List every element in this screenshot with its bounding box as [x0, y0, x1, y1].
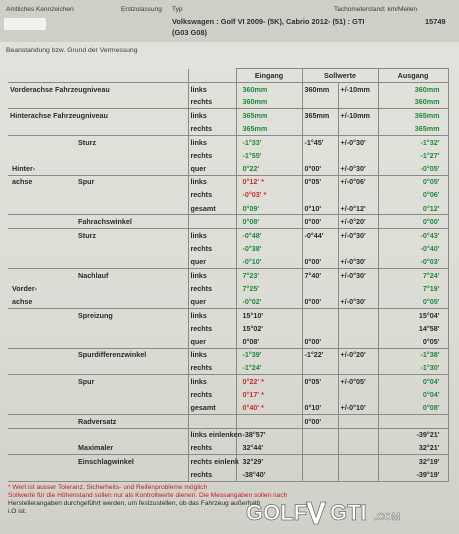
golfgti-watermark-logo: [244, 498, 449, 528]
ausgang-value: 365mm: [378, 109, 448, 122]
row-parameter-label: [48, 428, 188, 441]
ausgang-value: 0°05': [378, 335, 448, 348]
row-axle-label: [8, 229, 48, 242]
row-side-label: quer: [188, 255, 236, 268]
kennzeichen-label: Amtliches Kennzeichen: [6, 6, 74, 13]
row-parameter-label: Spur: [48, 175, 188, 188]
ausgang-value: 14°58': [378, 321, 448, 334]
row-axle-label: [8, 414, 48, 428]
row-side-label: rechts: [188, 122, 236, 135]
table-row: [8, 215, 448, 229]
ausgang-value: -39°19': [378, 468, 448, 482]
toleranz-value: [338, 428, 378, 441]
row-axle-label: [8, 215, 48, 229]
sollwert-value: 0°00': [302, 215, 338, 229]
eingang-value: -0°10': [236, 255, 302, 268]
sollwert-value: [302, 388, 338, 401]
eingang-value: -38°57': [236, 428, 302, 441]
row-parameter-label: [48, 282, 188, 295]
watermark-suffix: .COM: [374, 512, 401, 523]
footer-line-1: * Wert ist ausser Toleranz. Sicherheits- und Reifenprobleme möglich: [8, 484, 208, 491]
ausgang-value: -0°03': [378, 255, 448, 268]
row-parameter-label: [48, 321, 188, 334]
row-side-label: rechts: [188, 282, 236, 295]
sollwert-value: 0°05': [302, 375, 338, 388]
toleranz-value: [338, 468, 378, 482]
eingang-value: 0°17' *: [236, 388, 302, 401]
row-parameter-label: [48, 188, 188, 201]
sollwert-value: -1°45': [302, 135, 338, 148]
eingang-value: 0°22': [236, 162, 302, 175]
row-axle-label: [8, 455, 48, 468]
row-axle-label: [8, 348, 48, 361]
sollwert-value: [302, 122, 338, 135]
sollwert-value: 0°00': [302, 255, 338, 268]
ausgang-value: -1°32': [378, 135, 448, 148]
sollwert-value: 0°00': [302, 295, 338, 308]
row-axle-label: [8, 308, 48, 321]
row-axle-label: achse: [12, 296, 33, 306]
row-parameter-label: [48, 401, 188, 414]
row-parameter-label: [48, 96, 188, 109]
row-side-label: rechts: [188, 188, 236, 201]
row-side-label: rechts einlenk: [188, 455, 236, 468]
table-row: [8, 82, 448, 95]
row-side-label: links: [188, 109, 236, 122]
table-row: [8, 242, 448, 255]
toleranz-value: +/-0°10': [338, 401, 378, 414]
ausgang-value: 0°06': [378, 188, 448, 201]
sollwert-value: [302, 188, 338, 201]
row-parameter-label: [48, 202, 188, 215]
sollwert-value: 360mm: [302, 82, 338, 95]
toleranz-value: [338, 388, 378, 401]
eingang-value: 7°25': [236, 282, 302, 295]
eingang-value: 15°02': [236, 321, 302, 334]
toleranz-value: [338, 282, 378, 295]
table-row: [8, 388, 448, 401]
sollwert-value: 365mm: [302, 109, 338, 122]
toleranz-value: +/-10mm: [338, 82, 378, 95]
row-parameter-label: [48, 162, 188, 175]
row-parameter-label: [48, 388, 188, 401]
row-axle-label: Hinter-: [12, 163, 36, 173]
column-header-row: [8, 69, 448, 83]
eingang-value: -0°02': [236, 295, 302, 308]
row-side-label: links: [188, 229, 236, 242]
table-row: [8, 308, 448, 321]
row-parameter-label: Nachlauf: [48, 268, 188, 281]
toleranz-value: +/-0°30': [338, 255, 378, 268]
toleranz-value: [338, 308, 378, 321]
table-row: [8, 202, 448, 215]
watermark-logo-icon: [244, 498, 449, 528]
eingang-value: 0°40' *: [236, 401, 302, 414]
toleranz-value: +/-0°30': [338, 268, 378, 281]
toleranz-value: [338, 414, 378, 428]
row-side-label: links: [188, 82, 236, 95]
measurement-table: [8, 68, 449, 482]
row-side-label: rechts: [188, 242, 236, 255]
eingang-value: -0°03' *: [236, 188, 302, 201]
table-row: [8, 162, 448, 175]
erstzulassung-label: Erstzulassung: [121, 6, 162, 13]
row-axle-label: [8, 96, 48, 109]
row-side-label: rechts: [188, 468, 236, 482]
sollwert-value: 7°40': [302, 268, 338, 281]
toleranz-value: +/-0°20': [338, 348, 378, 361]
row-axle-label: [8, 335, 48, 348]
ausgang-value: 0°12': [378, 202, 448, 215]
sollwert-value: [302, 428, 338, 441]
row-parameter-label: [48, 335, 188, 348]
tacho-value: 15749: [425, 17, 446, 26]
table-row: [8, 175, 448, 188]
eingang-value: 0°12' *: [236, 175, 302, 188]
toleranz-value: +/-10mm: [338, 109, 378, 122]
row-axle-label: [8, 468, 48, 482]
row-side-label: [188, 215, 236, 229]
row-side-label: rechts: [188, 361, 236, 374]
row-group-label: Hinterachse Fahrzeugniveau: [8, 109, 188, 122]
sollwert-value: 0°10': [302, 401, 338, 414]
sollwert-value: 0°05': [302, 175, 338, 188]
vehicle-type-line1: Volkswagen : Golf VI 2009- (5K), Cabrio 2012- (51) : GTI: [172, 17, 365, 26]
row-side-label: links: [188, 135, 236, 148]
row-parameter-label: [48, 295, 188, 308]
table-row: [8, 96, 448, 109]
row-parameter-label: Spurdifferenzwinkel: [48, 348, 188, 361]
table-row: [8, 348, 448, 361]
toleranz-value: +/-0°05': [338, 375, 378, 388]
row-parameter-label: [48, 242, 188, 255]
watermark-left: GOLF: [246, 500, 308, 525]
sollwert-value: 0°10': [302, 202, 338, 215]
table-row: [8, 414, 448, 428]
toleranz-value: [338, 455, 378, 468]
ausgang-value: -1°30': [378, 361, 448, 374]
eingang-value: 360mm: [236, 82, 302, 95]
sollwert-value: [302, 242, 338, 255]
eingang-value: 365mm: [236, 122, 302, 135]
sollwert-value: [302, 96, 338, 109]
ausgang-value: 0°04': [378, 388, 448, 401]
eingang-value: -0°38': [236, 242, 302, 255]
table-row: [8, 188, 448, 201]
ausgang-value: -0°43': [378, 229, 448, 242]
row-axle-label: [8, 242, 48, 255]
row-side-label: rechts: [188, 149, 236, 162]
row-parameter-label: [48, 255, 188, 268]
table-row: [8, 441, 448, 454]
eingang-value: 0°22' *: [236, 375, 302, 388]
ausgang-value: 0°04': [378, 375, 448, 388]
ausgang-value: 0°05': [378, 295, 448, 308]
ausgang-value: 360mm: [378, 82, 448, 95]
table-row: [8, 109, 448, 122]
toleranz-value: +/-0°06': [338, 175, 378, 188]
eingang-value: -1°55': [236, 149, 302, 162]
sollwert-value: [302, 308, 338, 321]
row-side-label: links: [188, 268, 236, 281]
eingang-value: -1°39': [236, 348, 302, 361]
sollwert-value: [302, 468, 338, 482]
ausgang-value: 7°19': [378, 282, 448, 295]
ausgang-value: -39°21': [378, 428, 448, 441]
row-parameter-label: Einschlagwinkel: [48, 455, 188, 468]
row-axle-label: [8, 428, 48, 441]
sollwert-value: 0°00': [302, 162, 338, 175]
toleranz-value: [338, 321, 378, 334]
ausgang-value: 0°08': [378, 401, 448, 414]
sollwert-value: 0°00': [302, 414, 338, 428]
row-axle-label: [8, 255, 48, 268]
sollwert-value: [302, 149, 338, 162]
row-side-label: rechts: [188, 321, 236, 334]
ausgang-value: 0°00': [378, 215, 448, 229]
row-parameter-label: [48, 122, 188, 135]
row-axle-label: [8, 188, 48, 201]
row-side-label: links: [188, 348, 236, 361]
row-parameter-label: Spreizung: [48, 308, 188, 321]
table-row: [8, 335, 448, 348]
toleranz-value: [338, 335, 378, 348]
row-side-label: quer: [188, 295, 236, 308]
row-side-label: links einlenken: [188, 428, 236, 441]
table-row: [8, 149, 448, 162]
watermark-right: GTI: [330, 500, 367, 525]
row-axle-label: [8, 375, 48, 388]
footer-line-2: Sollwerte für die Höhenstand sollen nur als Kontrollwerte dienen. Die Messangaben sollen nach: [8, 492, 288, 499]
row-parameter-label: Sturz: [48, 135, 188, 148]
column-header-sollwerte: Sollwerte: [302, 69, 378, 83]
toleranz-value: +/-0°30': [338, 162, 378, 175]
ausgang-value: 360mm: [378, 96, 448, 109]
sollwert-value: [302, 321, 338, 334]
table-row: [8, 468, 448, 482]
eingang-value: [236, 414, 302, 428]
toleranz-value: [338, 188, 378, 201]
typ-label: Typ: [172, 6, 183, 13]
sollwert-value: 0°00': [302, 335, 338, 348]
table-row: [8, 282, 448, 295]
table-row: [8, 135, 448, 148]
sollwert-value: -1°22': [302, 348, 338, 361]
sollwert-value: [302, 361, 338, 374]
sollwert-value: -0°44': [302, 229, 338, 242]
row-side-label: links: [188, 308, 236, 321]
row-axle-label: [8, 401, 48, 414]
row-parameter-label: [48, 468, 188, 482]
table-row: [8, 122, 448, 135]
table-row: [8, 255, 448, 268]
row-axle-label: [8, 149, 48, 162]
toleranz-value: [338, 361, 378, 374]
footer-line-3: Herstellerangaben durchgeführt werden, um festzustellen, ob das Fahrzeug außerhalb: [8, 500, 261, 507]
eingang-value: -1°24': [236, 361, 302, 374]
row-axle-label: [8, 135, 48, 148]
row-axle-label: [8, 268, 48, 281]
eingang-value: -0°48': [236, 229, 302, 242]
row-axle-label: [8, 321, 48, 334]
toleranz-value: +/-0°20': [338, 215, 378, 229]
row-parameter-label: Radversatz: [48, 414, 188, 428]
table-row: [8, 375, 448, 388]
table-row: [8, 455, 448, 468]
table-row: [8, 401, 448, 414]
row-parameter-label: Spur: [48, 375, 188, 388]
row-axle-label: [8, 122, 48, 135]
ausgang-value: -0°40': [378, 242, 448, 255]
toleranz-value: +/-0°30': [338, 295, 378, 308]
eingang-value: 15°10': [236, 308, 302, 321]
beanstandung-label: Beanstandung bzw. Grund der Vermessung: [6, 47, 138, 54]
ausgang-value: 7°24': [378, 268, 448, 281]
row-parameter-label: [48, 361, 188, 374]
column-header-eingang: Eingang: [236, 69, 302, 83]
eingang-value: -1°33': [236, 135, 302, 148]
table-row: [8, 321, 448, 334]
footer-line-4: i.O ist.: [8, 508, 27, 515]
toleranz-value: [338, 149, 378, 162]
row-parameter-label: Fahrachswinkel: [48, 215, 188, 229]
toleranz-value: [338, 441, 378, 454]
row-side-label: rechts: [188, 96, 236, 109]
row-side-label: gesamt: [188, 202, 236, 215]
row-side-label: rechts: [188, 388, 236, 401]
eingang-value: 0°08': [236, 215, 302, 229]
eingang-value: 7°23': [236, 268, 302, 281]
ausgang-value: 32°19': [378, 455, 448, 468]
toleranz-value: [338, 96, 378, 109]
row-side-label: quer: [188, 335, 236, 348]
tacho-label: Tachometerstand: km/Meilen: [334, 6, 418, 13]
kennzeichen-redacted-box: [4, 18, 46, 30]
ausgang-value: 0°05': [378, 175, 448, 188]
row-axle-label: Vorder-: [12, 283, 38, 293]
eingang-value: 32°44': [236, 441, 302, 454]
table-row: [8, 361, 448, 374]
ausgang-value: 365mm: [378, 122, 448, 135]
row-axle-label: [8, 388, 48, 401]
row-group-label: Vorderachse Fahrzeugniveau: [8, 82, 188, 95]
ausgang-value: [378, 414, 448, 428]
row-parameter-label: [48, 149, 188, 162]
toleranz-value: +/-0°30': [338, 229, 378, 242]
table-row: [8, 295, 448, 308]
ausgang-value: -1°27': [378, 149, 448, 162]
row-axle-label: [8, 202, 48, 215]
row-side-label: rechts: [188, 441, 236, 454]
row-side-label: gesamt: [188, 401, 236, 414]
row-side-label: [188, 414, 236, 428]
table-row: [8, 229, 448, 242]
sollwert-value: [302, 455, 338, 468]
row-parameter-label: Sturz: [48, 229, 188, 242]
ausgang-value: -1°38': [378, 348, 448, 361]
toleranz-value: +/-0°12': [338, 202, 378, 215]
eingang-value: 360mm: [236, 96, 302, 109]
ausgang-value: 15°04': [378, 308, 448, 321]
sollwert-value: [302, 282, 338, 295]
table-row: [8, 428, 448, 441]
row-side-label: links: [188, 175, 236, 188]
row-axle-label: achse: [8, 175, 48, 188]
row-axle-label: [8, 361, 48, 374]
eingang-value: 365mm: [236, 109, 302, 122]
toleranz-value: +/-0°30': [338, 135, 378, 148]
ausgang-value: 32°21': [378, 441, 448, 454]
sollwert-value: [302, 441, 338, 454]
eingang-value: -38°40': [236, 468, 302, 482]
toleranz-value: [338, 122, 378, 135]
eingang-value: 0°08': [236, 335, 302, 348]
column-header-ausgang: Ausgang: [378, 69, 448, 83]
eingang-value: 0°09': [236, 202, 302, 215]
ausgang-value: -0°05': [378, 162, 448, 175]
row-side-label: quer: [188, 162, 236, 175]
table-row: [8, 268, 448, 281]
row-parameter-label: Maximaler: [78, 443, 114, 453]
vehicle-type-line2: (G03 G08): [172, 28, 207, 37]
row-axle-label: [8, 441, 48, 454]
row-side-label: links: [188, 375, 236, 388]
toleranz-value: [338, 242, 378, 255]
eingang-value: 32°29': [236, 455, 302, 468]
